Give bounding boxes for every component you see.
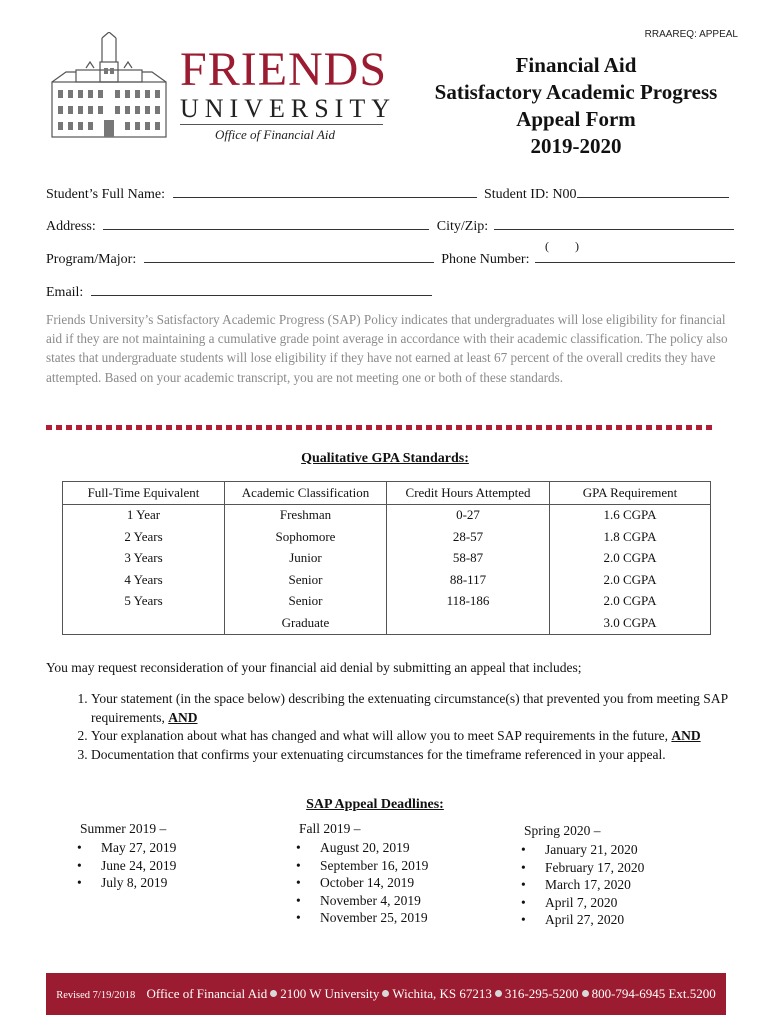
city-zip-field[interactable] — [494, 216, 734, 230]
list-item: • October 14, 2019 — [320, 874, 428, 892]
student-id-field[interactable] — [577, 184, 729, 198]
phone-open-paren: ( — [544, 239, 549, 253]
footer-text — [46, 986, 726, 1002]
requirement-text: Your statement (in the space below) describing the extenuating circumstance(s) that prevented you from meeting SAP requirements, — [91, 691, 728, 725]
address-field[interactable] — [103, 216, 429, 230]
spring-label: Spring 2020 – — [524, 823, 601, 838]
table-cell: 2.0 CGPA — [550, 569, 711, 591]
revised-date: Revised 7/19/2018 — [56, 990, 136, 1001]
email-label: Email: — [46, 285, 84, 300]
logo-divider — [180, 124, 383, 125]
student-id-label: Student ID: N00 — [484, 187, 577, 202]
email-field[interactable] — [91, 282, 432, 296]
title-line-1: Financial Aid — [515, 53, 637, 77]
table-cell: 118-186 — [387, 591, 550, 613]
requirement-and: AND — [671, 728, 701, 743]
requirement-text: Your explanation about what has changed and what will allow you to meet SAP requirements in the future, — [91, 728, 669, 743]
footer-bar — [46, 973, 726, 1015]
table-cell: 2 Years — [63, 526, 225, 548]
table-cell: 1.8 CGPA — [550, 526, 711, 548]
footer-tollfree: 800-794-6945 Ext.5200 — [591, 986, 716, 1001]
footer-office: Office of Financial Aid — [146, 986, 268, 1001]
deadlines-title: SAP Appeal Deadlines: — [306, 797, 444, 812]
list-item: • August 20, 2019 — [320, 839, 428, 857]
row-program-phone — [46, 239, 735, 268]
phone-label: Phone Number: — [441, 252, 530, 267]
title-line-3: Appeal Form — [516, 107, 636, 131]
table-cell — [387, 612, 550, 634]
table-header: Academic Classification — [225, 482, 387, 505]
list-item — [91, 727, 770, 746]
table-cell: 3 Years — [63, 548, 225, 570]
table-row — [63, 591, 711, 613]
table-cell: Junior — [225, 548, 387, 570]
table-cell: Senior — [225, 569, 387, 591]
table-header: Full-Time Equivalent — [63, 482, 225, 505]
fall-deadlines-list — [275, 839, 428, 927]
logo-friends-wordmark: FRIENDS — [180, 43, 388, 96]
footer-phone: 316-295-5200 — [504, 986, 579, 1001]
summer-label: Summer 2019 – — [80, 821, 167, 836]
table-cell: 88-117 — [387, 569, 550, 591]
title-line-4: 2019-2020 — [530, 134, 622, 158]
list-item — [91, 746, 770, 765]
table-cell: Freshman — [225, 504, 387, 526]
list-item: • April 27, 2020 — [545, 911, 644, 929]
table-cell: Senior — [225, 591, 387, 613]
list-item: • September 16, 2019 — [320, 857, 428, 875]
row-email — [46, 282, 432, 301]
table-cell: Sophomore — [225, 526, 387, 548]
table-cell: 3.0 CGPA — [550, 612, 711, 634]
row-name-id — [46, 184, 729, 203]
fall-label: Fall 2019 – — [299, 821, 361, 836]
list-item — [91, 690, 770, 727]
list-item: • July 8, 2019 — [101, 874, 176, 892]
bullet-icon — [270, 990, 277, 997]
bullet-icon — [495, 990, 502, 997]
table-cell — [63, 612, 225, 634]
appeal-intro-text: You may request reconsideration of your financial aid denial by submitting an appeal that includes; — [46, 660, 582, 675]
table-cell: 2.0 CGPA — [550, 548, 711, 570]
sap-policy-paragraph: Friends University’s Satisfactory Academic Progress (SAP) Policy indicates that undergraduates will lose eligibility for financial aid if they are not maintaining a cumulative grade point average in accordance with their academic classification. The policy also states that undergraduate students will lose eligibility if they have not earned at least 67 percent of the overall credits they have attempted. Based on your academic transcript, you are not meeting one or both of these standards. — [46, 312, 728, 385]
table-header-row — [63, 482, 711, 505]
list-item: • April 7, 2020 — [545, 894, 644, 912]
list-item: • February 17, 2020 — [545, 859, 644, 877]
phone-close-paren: ) — [574, 239, 579, 253]
logo-university-wordmark: UNIVERSITY — [180, 94, 396, 123]
table-cell: 1 Year — [63, 504, 225, 526]
address-label: Address: — [46, 219, 96, 234]
gpa-standards-table — [62, 481, 711, 635]
summer-deadlines-list — [56, 839, 176, 892]
title-line-2: Satisfactory Academic Progress — [434, 80, 718, 104]
table-row — [63, 612, 711, 634]
form-code: RRAAREQ: APPEAL — [644, 29, 738, 40]
phone-field[interactable] — [535, 239, 735, 263]
bullet-icon — [382, 990, 389, 997]
gpa-section-title: Qualitative GPA Standards: — [301, 451, 469, 466]
bullet-icon — [582, 990, 589, 997]
list-item: • January 21, 2020 — [545, 841, 644, 859]
table-row — [63, 504, 711, 526]
row-address — [46, 216, 734, 235]
program-label: Program/Major: — [46, 252, 137, 267]
table-header: Credit Hours Attempted — [387, 482, 550, 505]
table-row — [63, 569, 711, 591]
dotted-divider — [46, 425, 714, 430]
list-item: • March 17, 2020 — [545, 876, 644, 894]
list-item: • November 25, 2019 — [320, 909, 428, 927]
list-item: • May 27, 2019 — [101, 839, 176, 857]
full-name-label: Student’s Full Name: — [46, 187, 165, 202]
table-cell: 5 Years — [63, 591, 225, 613]
list-item: • November 4, 2019 — [320, 892, 428, 910]
university-building-logo — [46, 32, 172, 142]
table-cell: 0-27 — [387, 504, 550, 526]
table-cell: 2.0 CGPA — [550, 591, 711, 613]
spring-deadlines-list — [500, 841, 644, 929]
footer-city: Wichita, KS 67213 — [392, 986, 492, 1001]
table-cell: 58-87 — [387, 548, 550, 570]
table-row — [63, 526, 711, 548]
table-cell: 1.6 CGPA — [550, 504, 711, 526]
appeal-requirements-list — [46, 690, 770, 764]
table-cell: 4 Years — [63, 569, 225, 591]
footer-address: 2100 W University — [280, 986, 380, 1001]
program-field[interactable] — [144, 249, 434, 263]
table-cell: Graduate — [225, 612, 387, 634]
logo-office-name: Office of Financial Aid — [215, 127, 335, 142]
city-zip-label: City/Zip: — [436, 219, 489, 234]
form-title — [415, 52, 737, 160]
full-name-field[interactable] — [173, 184, 477, 198]
table-row — [63, 548, 711, 570]
list-item: • June 24, 2019 — [101, 857, 176, 875]
table-header: GPA Requirement — [550, 482, 711, 505]
requirement-and: AND — [168, 709, 198, 725]
table-cell: 28-57 — [387, 526, 550, 548]
requirement-text: Documentation that confirms your extenuating circumstances for the timeframe referenced in your appeal. — [91, 746, 666, 762]
